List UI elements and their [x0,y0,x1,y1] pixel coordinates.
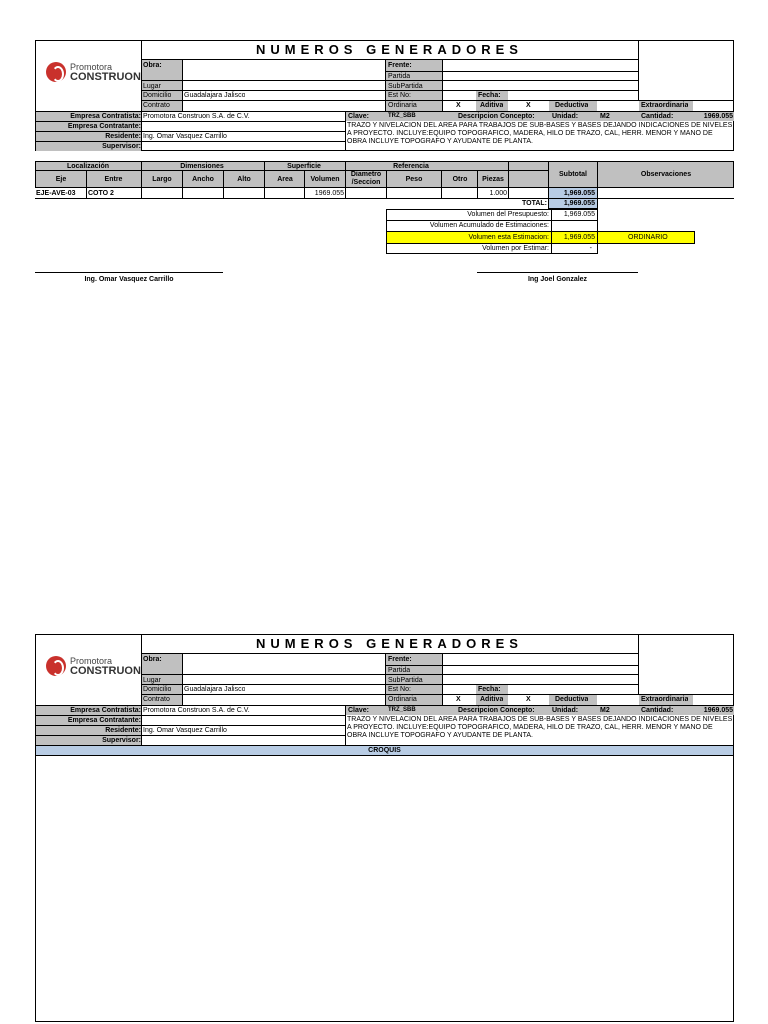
descripcion-value: TRAZO Y NIVELACION DEL AREA PARA TRABAJOS DE SUB-BASES Y BASES DEJANDO INDICACIONES DE NIVELES A PROYECTO. INCLUYE:EQUIPO TOPOGRAFICO, MADERA, HILO DE TRAZO, CAL, HERR. MENOR Y MANO DE OBRA INCLUYE TOPOGRAFO Y AYUDANTE DE PLANTA. [347,716,733,739]
logo-mark-icon [46,62,66,82]
cantidad-label: Cantidad: [641,113,674,120]
signature-line-left [35,272,223,273]
aditiva-label: Aditiva [480,102,504,109]
row-volumen: 1969.055 [314,190,344,197]
estno-label: Est No: [388,686,411,693]
contrato-label: Contrato [143,102,170,109]
unidad-label: Unidad: [552,707,579,714]
extraordinaria-label: Extraordinaria [641,696,689,703]
col-localizacion: Localización [66,163,109,170]
residente-value: Ing. Omar Vasquez Carrillo [143,133,227,140]
empresa-contratista-value: Promotora Construon S.A. de C.V. [143,113,250,120]
aditiva-mark: X [526,696,531,703]
domicilio-value: Guadalajara Jalisco [184,686,246,693]
clave-label: Clave: [348,113,370,120]
domicilio-label: Domicilio [143,686,172,693]
por-estimar-label: Volumen por Estimar: [482,245,549,252]
row-subtotal: 1,969.055 [563,190,595,197]
cantidad-label: Cantidad: [641,707,674,714]
logo-line1: Promotora [70,62,113,72]
descripcion-value: TRAZO Y NIVELACION DEL AREA PARA TRABAJOS DE SUB-BASES Y BASES DEJANDO INDICACIONES DE NIVELES A PROYECTO. INCLUYE:EQUIPO TOPOGRAFICO, MADERA, HILO DE TRAZO, CAL, HERR. MENOR Y MANO DE OBRA INCLUYE TOPOGRAFO Y AYUDANTE DE PLANTA. [347,122,733,145]
col-area: Area [277,176,293,183]
fecha-label: Fecha: [478,92,501,99]
obra-label: Obra: [143,656,162,663]
empresa-contratante-label: Empresa Contratante: [67,123,141,130]
croquis-area [35,755,734,756]
partida-label: Partida [388,667,411,674]
domicilio-label: Domicilio [143,92,172,99]
col-entre: Entre [104,176,123,183]
logo-line1: Promotora [70,656,113,666]
company-logo [46,62,141,82]
residente-label: Residente: [105,133,141,140]
presupuesto-value: 1,969.055 [563,211,595,218]
deductiva-label: Deductiva [555,102,589,109]
descripcion-label: Descripcion Concepto: [458,707,535,714]
col-superficie: Superficie [287,163,321,170]
croquis-label: CROQUIS [368,747,401,754]
residente-value: Ing. Omar Vasquez Carrillo [143,727,227,734]
logo-line2: CONSTRUON [70,71,141,83]
supervisor-label: Supervisor: [102,737,141,744]
unidad-value: M2 [600,707,610,714]
clave-value: TRZ_SBB [388,707,416,713]
col-diametro: Diametro /Seccion [350,171,382,186]
cantidad-value: 1969.055 [703,707,733,714]
signature-right: Ing Joel Gonzalez [527,276,588,283]
row-piezas: 1.000 [489,190,507,197]
partida-label: Partida [388,73,411,80]
total-label: TOTAL: [521,200,547,207]
col-eje: Eje [55,176,67,183]
presupuesto-label: Volumen del Presupuesto: [467,211,549,218]
ordinaria-label: Ordinaria [388,102,417,109]
page-title: NUMEROS GENERADORES [256,42,523,57]
clave-value: TRZ_SBB [388,113,416,119]
extraordinaria-label: Extraordinaria [641,102,689,109]
col-ancho: Ancho [192,176,214,183]
estimacion-label: Volumen esta Estimacion: [468,234,549,241]
cantidad-value: 1969.055 [703,113,733,120]
subpartida-label: SubPartida [388,83,423,90]
logo-line2: CONSTRUON [70,665,141,677]
row-entre: COTO 2 [88,190,114,197]
domicilio-value: Guadalajara Jalisco [184,92,246,99]
col-alto: Alto [237,176,251,183]
residente-label: Residente: [105,727,141,734]
unidad-label: Unidad: [552,113,579,120]
obra-label: Obra: [143,62,162,69]
col-dimensiones: Dimensiones [180,163,224,170]
subpartida-label: SubPartida [388,677,423,684]
col-largo: Largo [152,176,172,183]
page-title-2: NUMEROS GENERADORES [256,636,523,651]
frente-label: Frente: [388,656,412,663]
signature-line-right [477,272,638,273]
deductiva-label: Deductiva [555,696,589,703]
col-peso: Peso [405,176,423,183]
ordinaria-mark: X [456,696,461,703]
col-observaciones: Observaciones [640,171,692,178]
acumulado-label: Volumen Acumulado de Estimaciones: [429,222,549,229]
col-otro: Otro [452,176,468,183]
estimacion-value: 1,969.055 [563,234,595,241]
empresa-contratista-value: Promotora Construon S.A. de C.V. [143,707,250,714]
supervisor-label: Supervisor: [102,143,141,150]
lugar-label: Lugar [143,677,161,684]
row-eje: EJE-AVE-03 [36,190,76,197]
ordinaria-label: Ordinaria [388,696,417,703]
col-referencia: Referencia [393,163,429,170]
empresa-contratante-label: Empresa Contratante: [67,717,141,724]
logo-mark-icon [46,656,66,676]
empresa-contratista-label: Empresa Contratista: [70,113,141,120]
aditiva-label: Aditiva [480,696,504,703]
contrato-label: Contrato [143,696,170,703]
por-estimar-value: - [589,245,592,252]
ordinaria-mark: X [456,102,461,109]
estno-label: Est No: [388,92,411,99]
fecha-label: Fecha: [478,686,501,693]
empresa-contratista-label: Empresa Contratista: [70,707,141,714]
aditiva-mark: X [526,102,531,109]
col-volumen: Volumen [310,176,340,183]
total-value: 1,969.055 [563,200,595,207]
descripcion-label: Descripcion Concepto: [458,113,535,120]
clave-label: Clave: [348,707,370,714]
signature-left: Ing. Omar Vasquez Carrillo [84,276,174,283]
lugar-label: Lugar [143,83,161,90]
col-piezas: Piezas [482,176,504,183]
company-logo-2 [46,656,141,676]
col-subtotal: Subtotal [559,171,587,178]
frente-label: Frente: [388,62,412,69]
estimacion-obs: ORDINARIO [628,234,668,241]
unidad-value: M2 [600,113,610,120]
